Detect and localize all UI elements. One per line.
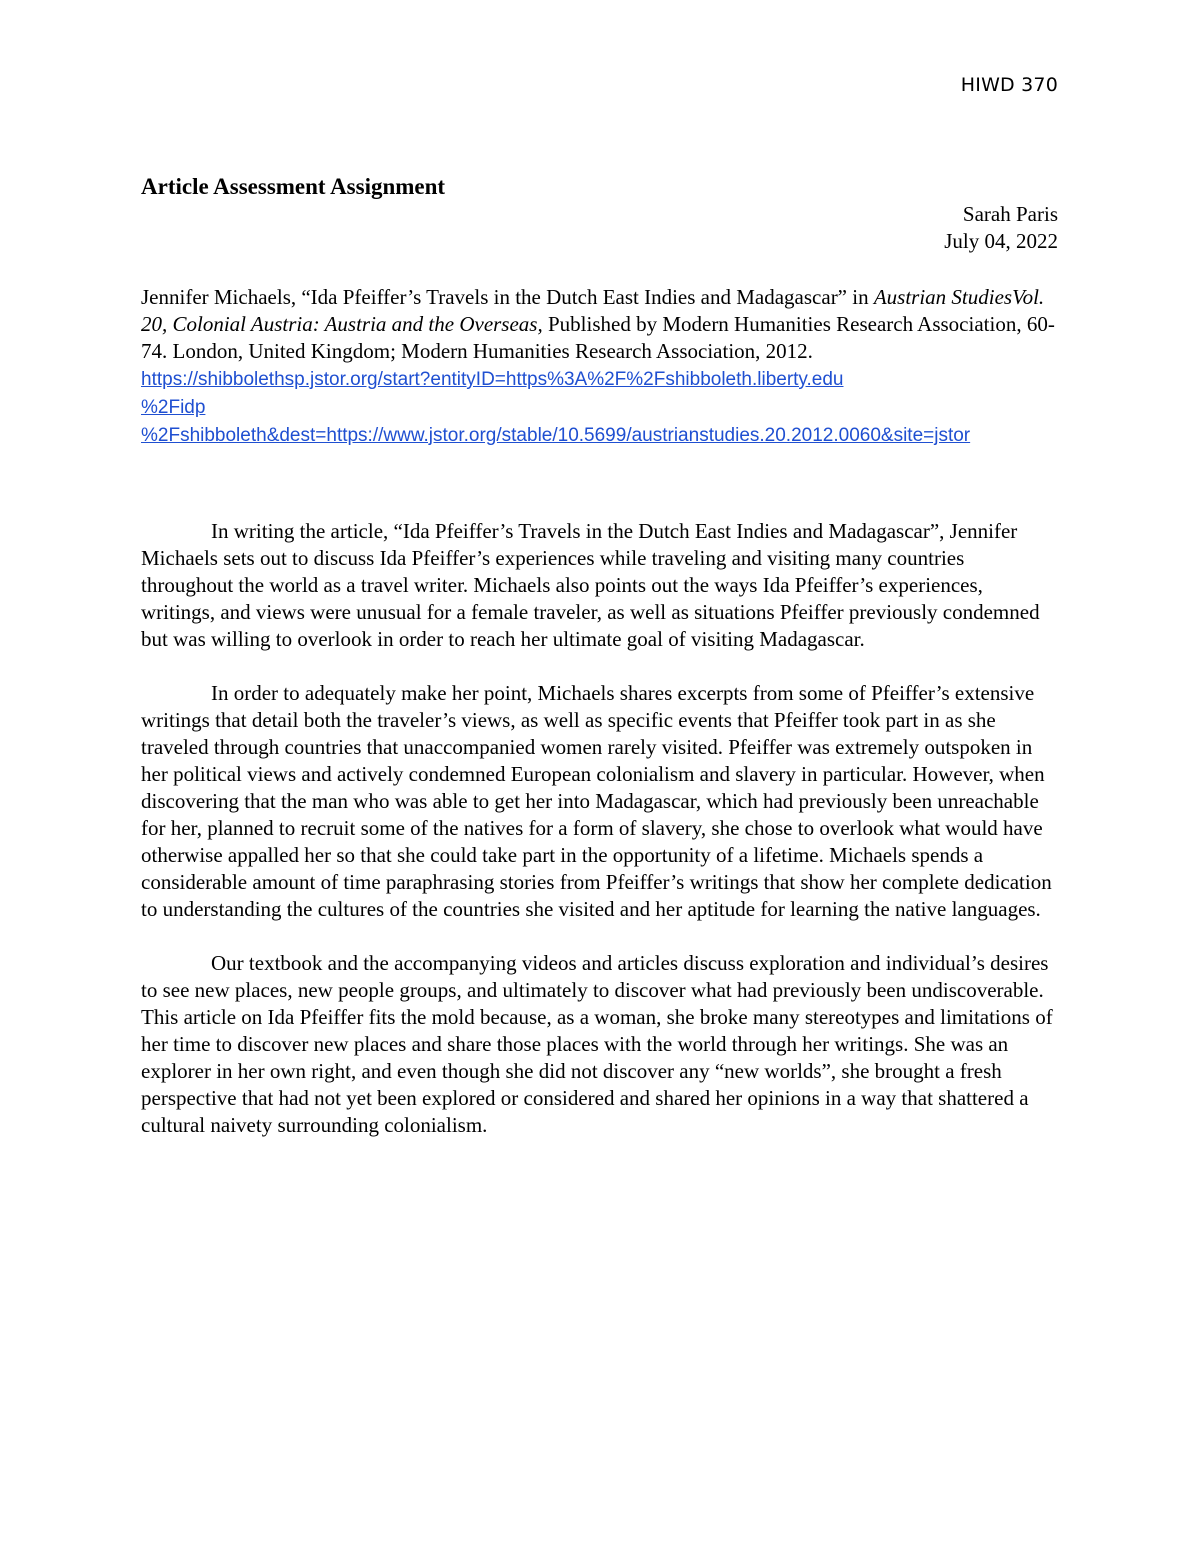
paragraph-3: Our textbook and the accompanying videos and articles discuss exploration and individual’s desires to see new places, new people groups, and ultimately to discover what had previously been undiscoverable. This article on Ida Pfeiffer fits the mold because, as a woman, she broke many stereotypes and limitations of her time to discover new places and share those places with the world through her writings. She was an explorer in her own right, and even though she did not discover any “new worlds”, she brought a fresh perspective that had not yet been explored or considered and shared her opinions in a way that shattered a cultural naivety surrounding colonialism. xyxy=(141,951,1053,1137)
course-code: HIWD 370 xyxy=(960,74,1058,96)
citation-link-line1: https://shibbolethsp.jstor.org/start?entityID=https%3A%2F%2Fshibboleth.liberty.edu xyxy=(141,369,844,390)
citation-link-line2: %2Fidp xyxy=(141,397,206,418)
author-name: Sarah Paris xyxy=(962,202,1058,226)
citation-journal: Austrian StudiesVol. 20, Colonial Austria: Austria and the Overseas, xyxy=(141,285,1045,336)
citation-lead: Jennifer Michaels, “Ida Pfeiffer’s Travels in the Dutch East Indies and Madagascar” in xyxy=(141,285,874,309)
essay-body xyxy=(141,518,1059,1166)
paragraph-2: In order to adequately make her point, Michaels shares excerpts from some of Pfeiffer’s extensive writings that detail both the traveler’s views, as well as specific events that Pfeiffer took part in as she traveled through countries that unaccompanied women rarely visited. Pfeiffer was extremely outspoken in her political views and actively condemned European colonialism and slavery in particular. However, when discovering that the man who was able to get her into Madagascar, which had previously been unreachable for her, planned to recruit some of the natives for a form of slavery, she chose to overlook what would have otherwise appalled her so that she could take part in the opportunity of a lifetime. Michaels spends a considerable amount of time paraphrasing stories from Pfeiffer’s writings that show her complete dedication to understanding the cultures of the countries she visited and her aptitude for learning the native languages. xyxy=(141,681,1052,921)
paragraph-1: In writing the article, “Ida Pfeiffer’s Travels in the Dutch East Indies and Madagascar”, Jennifer Michaels sets out to discuss Ida Pfeiffer’s experiences while traveling and visiting many countries throughout the world as a travel writer. Michaels also points out the ways Ida Pfeiffer’s experiences, writings, and views were unusual for a female traveler, as well as situations Pfeiffer previously condemned but was willing to overlook in order to reach her ultimate goal of visiting Madagascar. xyxy=(141,519,1040,651)
author-block xyxy=(944,201,1058,255)
citation-link[interactable] xyxy=(141,369,970,446)
citation-publisher: Published by Modern Humanities Research Association, 60-74. London, United Kingdom; Modern Humanities Research Association, 2012. xyxy=(141,312,1055,363)
citation xyxy=(141,284,1059,449)
submission-date: July 04, 2022 xyxy=(944,229,1058,253)
document-title: Article Assessment Assignment xyxy=(141,174,446,199)
citation-link-line3: %2Fshibboleth&dest=https://www.jstor.org/stable/10.5699/austrianstudies.20.2012.0060&site=jstor xyxy=(141,425,971,446)
